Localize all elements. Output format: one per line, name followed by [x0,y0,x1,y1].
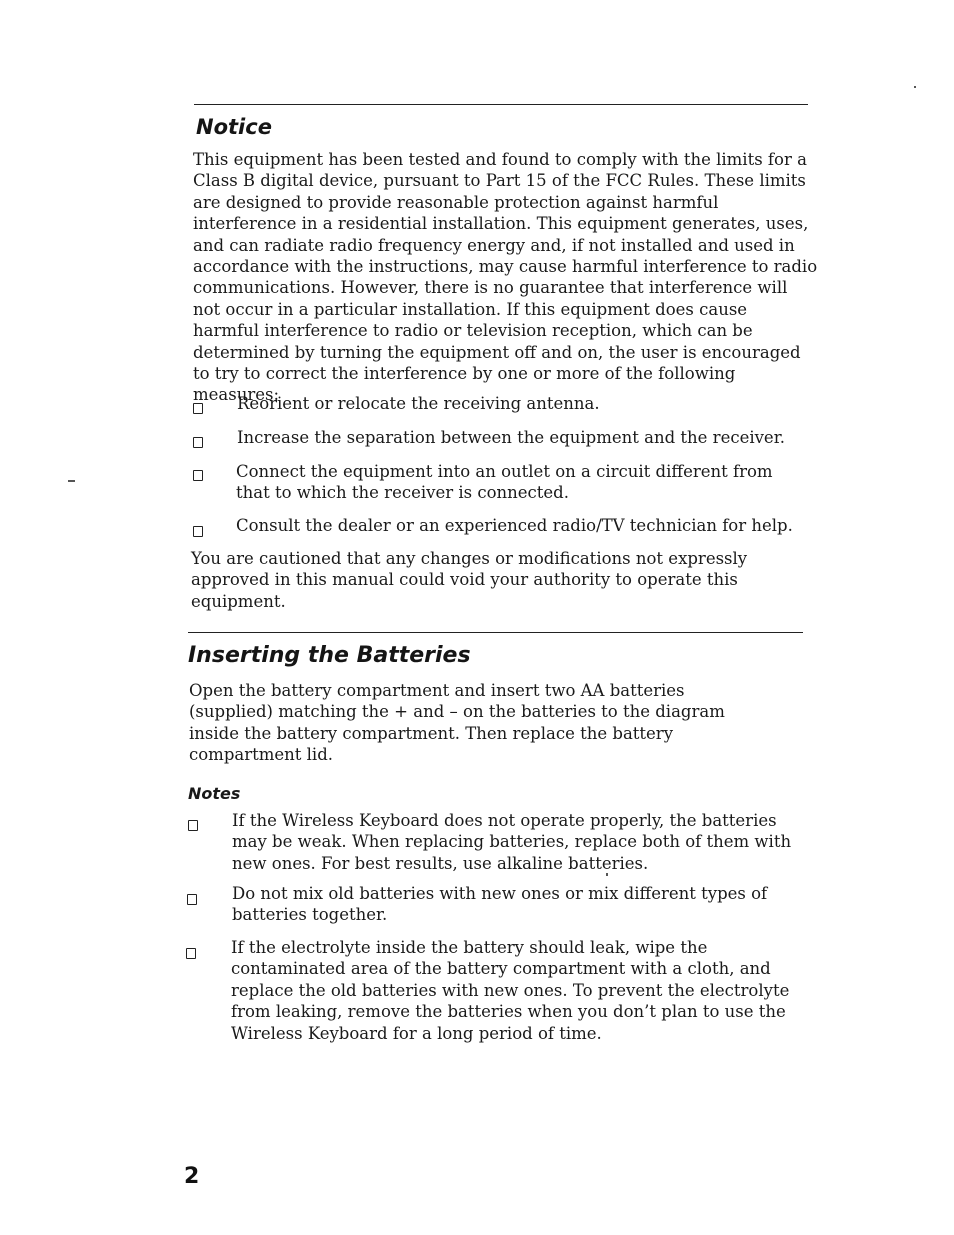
scan-speck [914,86,916,88]
measure-text: Connect the equipment into an outlet on a circuit different from that to which the receiver is connected. [236,462,773,503]
checkbox-bullet-icon [188,820,198,831]
notice-top-rule [194,104,808,105]
scan-speck [68,480,75,482]
note-text: Do not mix old batteries with new ones or mix different types of batteries together. [232,884,768,925]
notice-caution: You are cautioned that any changes or modifications not expressly approved in this manual could void your authority to operate this equipment. [191,549,748,611]
checkbox-bullet-icon [193,470,203,481]
measure-text: Reorient or relocate the receiving antenna. [237,394,600,413]
note-text: If the electrolyte inside the battery should leak, wipe the contaminated area of the battery compartment with a cloth, and replace the old batteries with new ones. To prevent the electrolyte from leaking, remove the batteries when you don’t plan to use the Wireless Keyboard for a long period of time. [231,938,790,1043]
checkbox-bullet-icon [193,526,203,537]
checkbox-bullet-icon [193,403,203,414]
scan-speck [606,873,608,876]
checkbox-bullet-icon [193,437,203,448]
measure-text: Increase the separation between the equipment and the receiver. [237,428,786,447]
checkbox-bullet-icon [187,894,197,905]
notes-heading: Notes [188,784,241,803]
measure-text: Consult the dealer or an experienced radio/TV technician for help. [236,516,793,535]
page-number: 2 [184,1164,200,1189]
notice-heading: Notice [196,115,272,139]
batteries-top-rule [188,632,803,633]
batteries-heading: Inserting the Batteries [188,643,471,668]
checkbox-bullet-icon [186,948,196,959]
batteries-body: Open the battery compartment and insert two AA batteries (supplied) matching the + and – on the batteries to the diagram inside the battery compartment. Then replace the battery compartment lid. [189,681,725,765]
notice-body: This equipment has been tested and found to comply with the limits for a Class B digital device, pursuant to Part 15 of the FCC Rules. These limits are designed to provide reasonable protection against harmful interference in a residential installation. This equipment generates, uses, and can radiate radio frequency energy and, if not installed and used in accordance with the instructions, may cause harmful interference to radio communications. However, there is no guarantee that interference will not occur in a particular installation. If this equipment does cause harmful interference to radio or television reception, which can be determined by turning the equipment off and on, the user is encouraged to try to correct the interference by one or more of the following measures: [193,150,818,405]
note-text: If the Wireless Keyboard does not operate properly, the batteries may be weak. When replacing batteries, replace both of them with new ones. For best results, use alkaline batteries. [232,811,792,873]
